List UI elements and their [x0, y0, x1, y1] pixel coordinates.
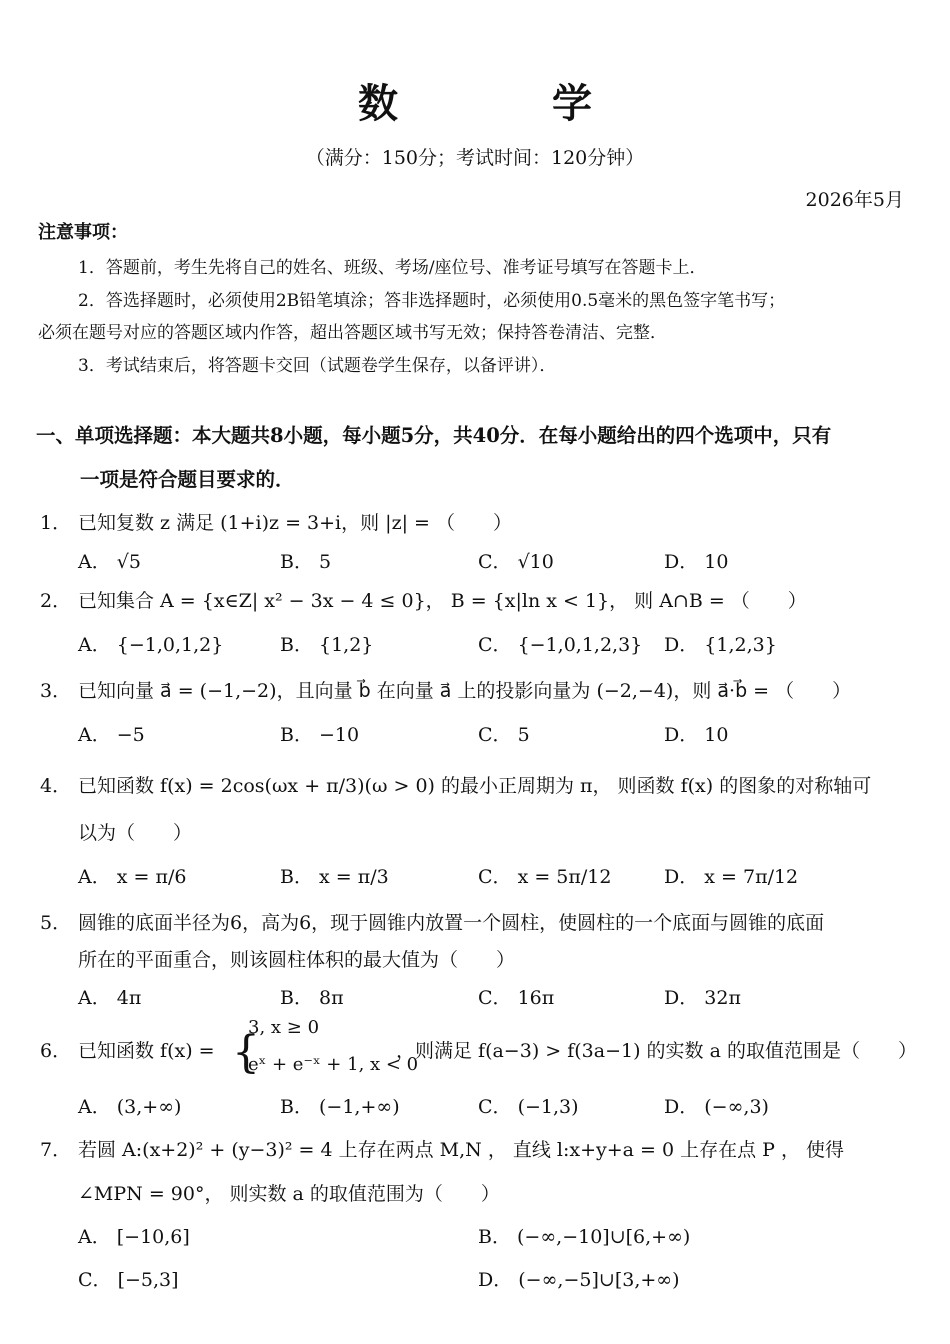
question-stem: 若圆 A:(x+2)² + (y−3)² = 4 上存在两点 M,N ， 直线 l:x+y+a = 0 上存在点 P ， 使得	[78, 1139, 845, 1161]
q6-option-a: A． (3,+∞)	[78, 1096, 182, 1118]
question-4-cont: 以为（ ）	[78, 822, 193, 844]
exam-title: 数 学	[358, 80, 662, 127]
notice-line-2: 2．答选择题时，必须使用2B铅笔填涂；答非选择题时，必须使用0.5毫米的黑色签字笔书写；	[78, 291, 786, 311]
q4-option-a: A． x = π/6	[78, 866, 187, 888]
q2-option-b: B． {1,2}	[280, 634, 374, 656]
q4-option-d: D． x = 7π/12	[664, 866, 799, 888]
q1-option-a: A． √5	[78, 551, 141, 573]
question-number: 6．	[40, 1040, 72, 1062]
question-2	[40, 586, 807, 613]
notice-line-3: 3．考试结束后，将答题卡交回（试题卷学生保存，以备评讲）．	[78, 356, 557, 376]
q3-option-c: C． 5	[478, 724, 530, 746]
q1-option-d: D． 10	[664, 551, 729, 573]
q7-option-a: A． [−10,6]	[78, 1226, 190, 1248]
piecewise-case-1: 3, x ≥ 0	[248, 1017, 320, 1038]
q6-option-b: B． (−1,+∞)	[280, 1096, 400, 1118]
q5-option-a: A． 4π	[78, 987, 142, 1009]
question-number: 2．	[40, 590, 72, 612]
question-stem-pre: 已知函数 f(x) =	[78, 1040, 215, 1062]
question-6-post: ，则满足 f(a−3) > f(3a−1) 的实数 a 的取值范围是（ ）	[396, 1040, 917, 1062]
piecewise-case-2: eˣ + e⁻ˣ + 1, x < 0	[248, 1054, 419, 1075]
q3-option-d: D． 10	[664, 724, 729, 746]
notice-heading: 注意事项：	[38, 222, 128, 243]
q2-option-d: D． {1,2,3}	[664, 634, 777, 656]
exam-date: 2026年5月	[805, 189, 904, 211]
notice-line-2b: 必须在题号对应的答题区域内作答，超出答题区域书写无效；保持答卷清洁、完整．	[38, 323, 667, 343]
q7-option-c: C． [−5,3]	[78, 1269, 179, 1291]
section-heading-line-2: 一项是符合题目要求的．	[80, 468, 295, 491]
q3-option-b: B． −10	[280, 724, 360, 746]
piecewise-brace: {	[232, 1027, 260, 1078]
q7-option-b: B． (−∞,−10]∪[6,+∞)	[478, 1226, 691, 1248]
q3-option-a: A． −5	[78, 724, 145, 746]
question-7-cont: ∠MPN = 90°， 则实数 a 的取值范围为（ ）	[78, 1183, 500, 1205]
q5-option-d: D． 32π	[664, 987, 741, 1009]
q4-option-b: B． x = π/3	[280, 866, 389, 888]
question-4	[40, 771, 871, 798]
question-stem: 已知函数 f(x) = 2cos(ωx + π/3)(ω > 0) 的最小正周期为 π， 则函数 f(x) 的图象的对称轴可	[78, 775, 872, 797]
q7-option-d: D． (−∞,−5]∪[3,+∞)	[478, 1269, 680, 1291]
question-6	[40, 1036, 215, 1063]
question-number: 3．	[40, 680, 72, 702]
q2-option-a: A． {−1,0,1,2}	[78, 634, 224, 656]
q2-option-c: C． {−1,0,1,2,3}	[478, 634, 643, 656]
question-1	[40, 508, 512, 535]
question-5-cont: 所在的平面重合，则该圆柱体积的最大值为（ ）	[78, 949, 516, 971]
q5-option-b: B． 8π	[280, 987, 344, 1009]
question-3	[40, 676, 851, 703]
question-stem: 已知向量 a⃗ = (−1,−2)，且向量 b⃗ 在向量 a⃗ 上的投影向量为 (−2,−4)，则 a⃗·b⃗ = （ ）	[78, 680, 852, 702]
section-heading-line-1: 一、单项选择题：本大题共8小题，每小题5分，共40分．在每小题给出的四个选项中，只有	[36, 424, 832, 447]
q4-option-c: C． x = 5π/12	[478, 866, 612, 888]
question-number: 1．	[40, 512, 72, 534]
question-stem: 已知集合 A = {x∈Z| x² − 3x − 4 ≤ 0}， B = {x|ln x < 1}， 则 A∩B = （ ）	[78, 590, 807, 612]
question-number: 7．	[40, 1139, 72, 1161]
q6-option-d: D． (−∞,3)	[664, 1096, 769, 1118]
q1-option-c: C． √10	[478, 551, 554, 573]
q6-option-c: C． (−1,3)	[478, 1096, 579, 1118]
q5-option-c: C． 16π	[478, 987, 555, 1009]
q1-option-b: B． 5	[280, 551, 332, 573]
notice-line-1: 1．答题前，考生先将自己的姓名、班级、考场/座位号、准考证号填写在答题卡上．	[78, 258, 707, 278]
question-number: 4．	[40, 775, 72, 797]
question-number: 5．	[40, 912, 72, 934]
question-5	[40, 908, 824, 935]
question-stem: 圆锥的底面半径为6，高为6，现于圆锥内放置一个圆柱，使圆柱的一个底面与圆锥的底面	[78, 912, 825, 934]
exam-subtitle: （满分：150分；考试时间：120分钟）	[305, 147, 645, 169]
question-stem: 已知复数 z 满足 (1+i)z = 3+i，则 |z| = （ ）	[78, 512, 512, 534]
question-7	[40, 1135, 844, 1162]
